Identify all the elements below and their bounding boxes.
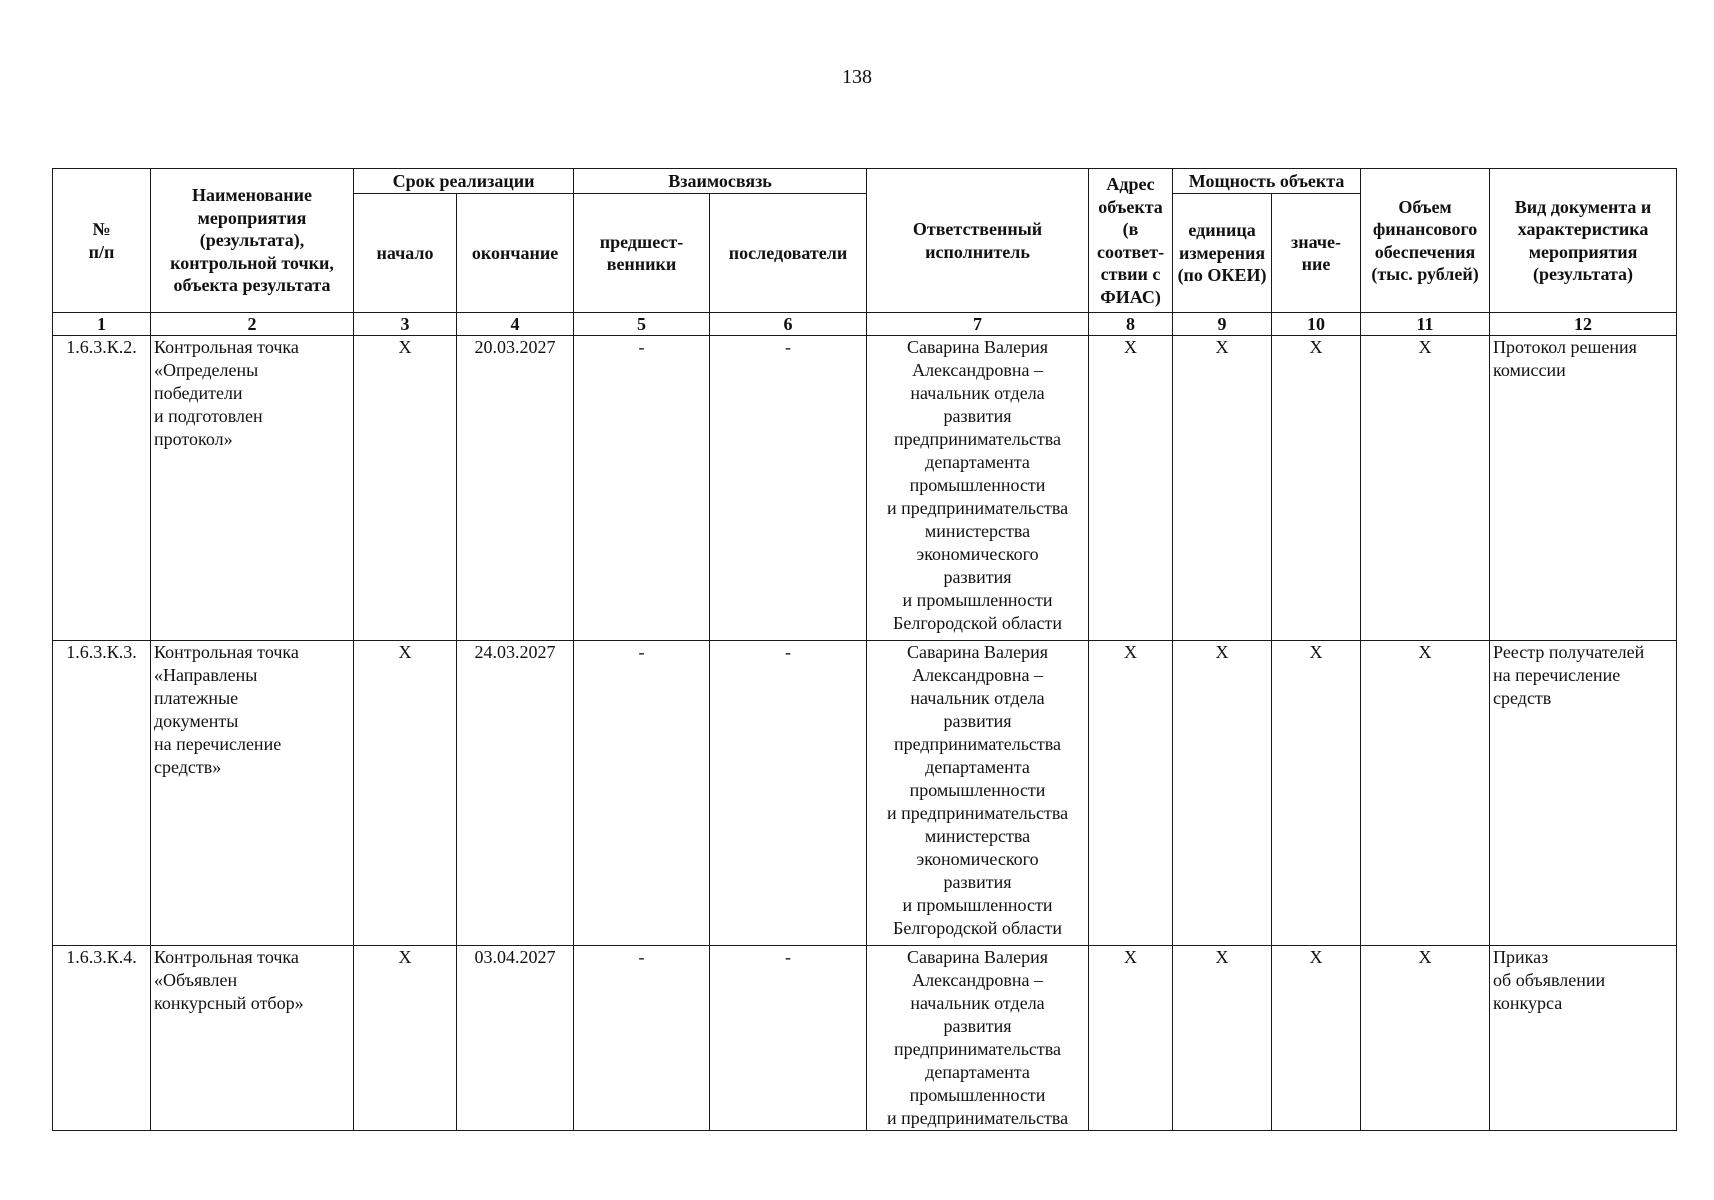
col-number: 4 [457,313,574,336]
header-capacity-group: Мощность объекта [1173,169,1361,194]
cell-responsible: Саварина Валерия Александровна – начальник отдела развития предпринимательства департамента промышленности и предпринимательства министерства экономического развития и промышленности Белгородской области [867,641,1089,946]
cell-prev: - [574,946,710,1131]
cell-finance: Х [1361,641,1490,946]
col-number: 12 [1490,313,1677,336]
cell-address: Х [1089,641,1173,946]
cell-start: Х [354,641,457,946]
header-finance: Объем финансового обеспечения (тыс. рублей) [1361,169,1490,313]
cell-doc: Приказ об объявлении конкурса [1490,946,1677,1131]
header-capacity-value: значе- ние [1272,194,1361,313]
cell-num: 1.6.3.К.2. [53,336,151,641]
cell-end: 20.03.2027 [457,336,574,641]
table-row [53,641,1677,946]
header-period-end: окончание [457,194,574,313]
col-number: 1 [53,313,151,336]
col-number: 2 [151,313,354,336]
cell-finance: Х [1361,336,1490,641]
cell-unit: Х [1173,641,1272,946]
cell-address: Х [1089,946,1173,1131]
cell-prev: - [574,336,710,641]
table-body [53,336,1677,1131]
cell-next: - [710,641,867,946]
cell-next: - [710,946,867,1131]
col-number: 6 [710,313,867,336]
col-number: 7 [867,313,1089,336]
col-number: 9 [1173,313,1272,336]
cell-value: Х [1272,336,1361,641]
cell-next: - [710,336,867,641]
cell-doc: Реестр получателей на перечисление средств [1490,641,1677,946]
header-address: Адрес объекта (в соответ-ствии с ФИАС) [1089,169,1173,313]
header-name: Наименование мероприятия (результата), контрольной точки, объекта результата [151,169,354,313]
cell-prev: - [574,641,710,946]
plan-table [52,168,1677,1131]
cell-unit: Х [1173,946,1272,1131]
cell-name: Контрольная точка «Направлены платежные документы на перечисление средств» [151,641,354,946]
col-number: 11 [1361,313,1490,336]
cell-doc: Протокол решения комиссии [1490,336,1677,641]
table-row [53,946,1677,1131]
header-link-prev: предшест- венники [574,194,710,313]
page-number: 138 [842,66,872,88]
col-number: 3 [354,313,457,336]
cell-finance: Х [1361,946,1490,1131]
header-responsible: Ответственный исполнитель [867,169,1089,313]
header-period-group: Срок реализации [354,169,574,194]
header-period-start: начало [354,194,457,313]
cell-unit: Х [1173,336,1272,641]
cell-name: Контрольная точка «Объявлен конкурсный отбор» [151,946,354,1131]
column-numbers-row [53,313,1677,336]
cell-start: Х [354,336,457,641]
header-doc-type: Вид документа и характеристика мероприятия (результата) [1490,169,1677,313]
table-row [53,336,1677,641]
cell-num: 1.6.3.К.3. [53,641,151,946]
cell-num: 1.6.3.К.4. [53,946,151,1131]
table-header [53,169,1677,336]
header-capacity-unit: единица измерения (по ОКЕИ) [1173,194,1272,313]
col-number: 10 [1272,313,1361,336]
cell-start: Х [354,946,457,1131]
header-num: № п/п [53,169,151,313]
cell-responsible: Саварина Валерия Александровна – начальник отдела развития предпринимательства департамента промышленности и предпринимательства министерства экономического развития и промышленности Белгородской области [867,336,1089,641]
cell-value: Х [1272,641,1361,946]
header-link-next: последователи [710,194,867,313]
cell-end: 03.04.2027 [457,946,574,1131]
cell-end: 24.03.2027 [457,641,574,946]
cell-value: Х [1272,946,1361,1131]
cell-name: Контрольная точка «Определены победители и подготовлен протокол» [151,336,354,641]
header-link-group: Взаимосвязь [574,169,867,194]
cell-address: Х [1089,336,1173,641]
cell-responsible: Саварина Валерия Александровна – начальник отдела развития предпринимательства департамента промышленности и предпринимательства [867,946,1089,1131]
col-number: 8 [1089,313,1173,336]
col-number: 5 [574,313,710,336]
